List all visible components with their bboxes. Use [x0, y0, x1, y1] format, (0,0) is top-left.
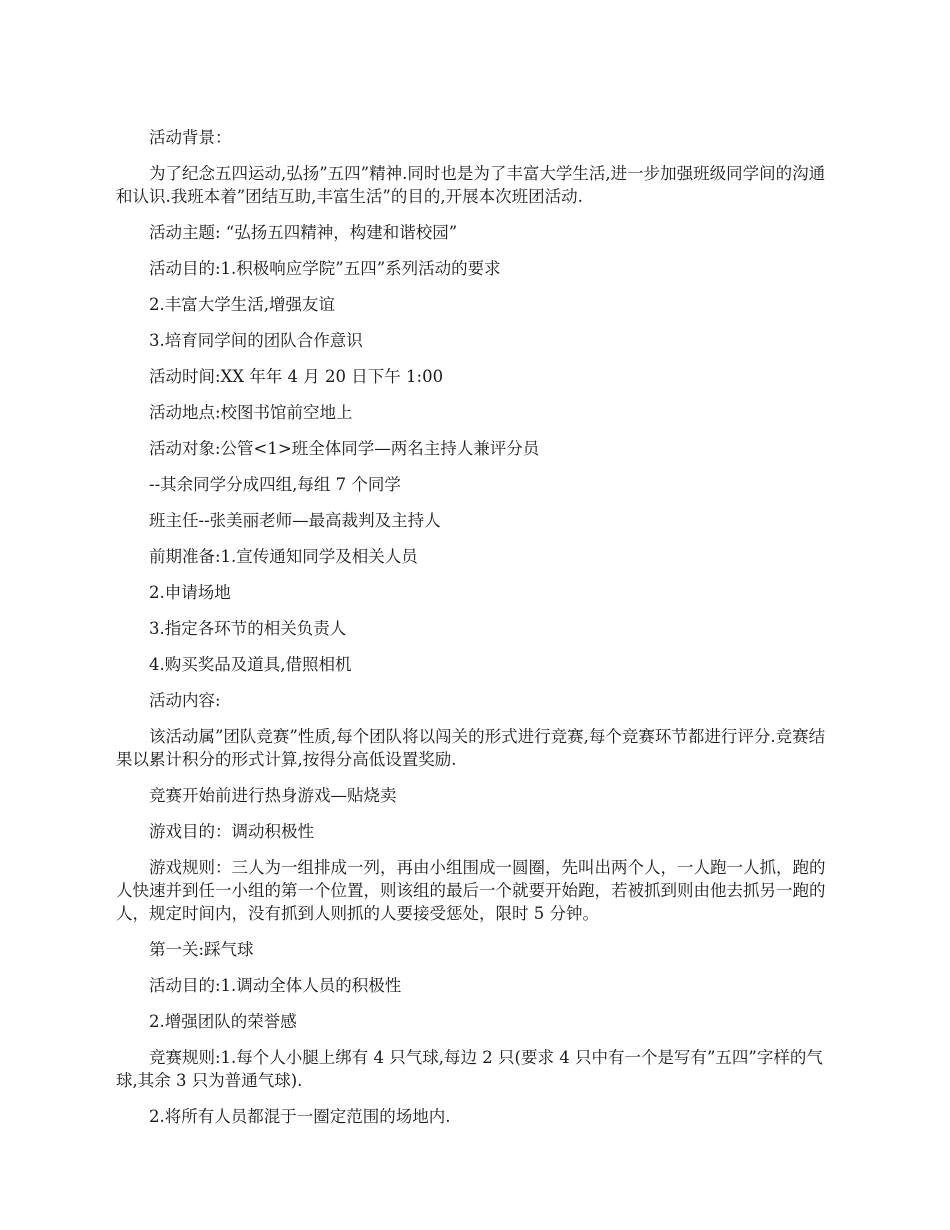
document-body: [116, 126, 834, 1141]
paragraph-stage-one: 第一关:踩气球: [149, 940, 254, 959]
paragraph-theme: 活动主题: “弘扬五四精神，构建和谐校园”: [149, 223, 458, 242]
paragraph-background-text: 为了纪念五四运动,弘扬”五四”精神.同时也是为了丰富大学生活,进一步加强班级同学间的沟通和认识.我班本着”团结互助,丰富生活”的目的,开展本次班团活动.: [116, 164, 826, 206]
paragraph-prep-2: 2.申请场地: [149, 583, 231, 602]
paragraph-stage-rules-1: 竞赛规则:1.每个人小腿上绑有 4 只气球,每边 2 只(要求 4 只中有一个是写有”五四”字样的气球,其余 3 只为普通气球).: [116, 1048, 823, 1090]
paragraph-stage-rules-2: 2.将所有人员都混于一圈定范围的场地内.: [149, 1107, 451, 1126]
paragraph-content-text: 该活动属”团队竞赛”性质,每个团队将以闯关的形式进行竞赛,每个竞赛环节都进行评分.竞赛结果以累计积分的形式计算,按得分高低设置奖励.: [116, 727, 826, 769]
paragraph-teacher: 班主任--张美丽老师—最高裁判及主持人: [149, 511, 441, 530]
paragraph-prep-4: 4.购买奖品及道具,借照相机: [149, 655, 352, 674]
paragraph-time: 活动时间:XX 年年 4 月 20 日下午 1:00: [149, 367, 444, 386]
paragraph-purpose-1: 活动目的:1.积极响应学院”五四”系列活动的要求: [149, 259, 501, 278]
paragraph-audience: 活动对象:公管<1>班全体同学—两名主持人兼评分员: [149, 439, 540, 458]
paragraph-content-heading: 活动内容:: [149, 691, 221, 710]
paragraph-stage-purpose-1: 活动目的:1.调动全体人员的积极性: [149, 976, 402, 995]
paragraph-stage-purpose-2: 2.增强团队的荣誉感: [149, 1012, 297, 1031]
paragraph-background-heading: 活动背景：: [149, 128, 232, 147]
paragraph-purpose-3: 3.培育同学间的团队合作意识: [149, 331, 363, 350]
paragraph-location: 活动地点:校图书馆前空地上: [149, 403, 353, 422]
paragraph-groups: --其余同学分成四组,每组 7 个同学: [149, 475, 401, 494]
paragraph-warmup: 竞赛开始前进行热身游戏—贴烧卖: [149, 786, 397, 805]
paragraph-game-rules: 游戏规则：三人为一组排成一列，再由小组围成一圆圈，先叫出两个人，一人跑一人抓，跑的人快速并到任一小组的第一个位置，则该组的最后一个就要开始跑，若被抓到则由他去抓另一跑的人，规定时间内，没有抓到人则抓的人要接受惩处，限时 5 分钟。: [116, 858, 826, 923]
paragraph-purpose-2: 2.丰富大学生活,增强友谊: [149, 295, 335, 314]
paragraph-prep-3: 3.指定各环节的相关负责人: [149, 619, 347, 638]
paragraph-prep-1: 前期准备:1.宣传通知同学及相关人员: [149, 547, 418, 566]
paragraph-game-purpose: 游戏目的：调动积极性: [149, 822, 314, 841]
